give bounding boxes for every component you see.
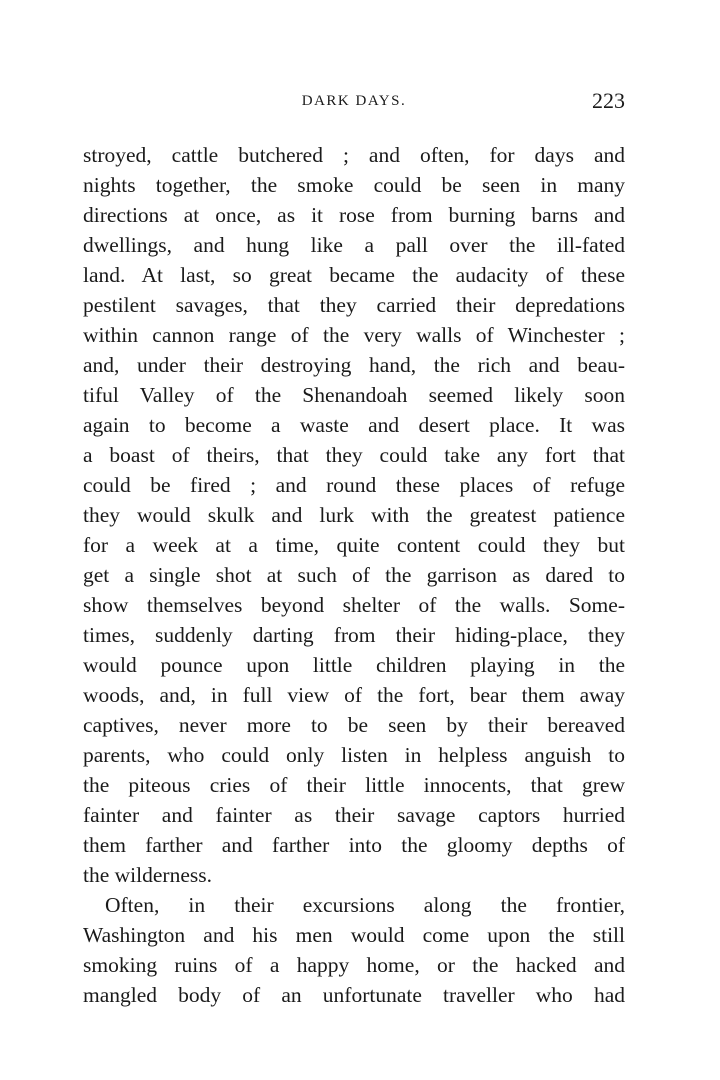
text-line: again to become a waste and desert place. It was — [83, 413, 625, 437]
text-line: for a week at a time, quite content could they but — [83, 533, 625, 557]
text-line: smoking ruins of a happy home, or the hacked and — [83, 953, 625, 977]
text-line: fainter and fainter as their savage captors hurried — [83, 803, 625, 827]
text-line: pestilent savages, that they carried their depredations — [83, 293, 625, 317]
text-line: nights together, the smoke could be seen in many — [83, 173, 625, 197]
text-line: land. At last, so great became the audacity of these — [83, 263, 625, 287]
text-line: parents, who could only listen in helpless anguish to — [83, 743, 625, 767]
text-line: could be fired ; and round these places of refuge — [83, 473, 625, 497]
text-line: a boast of theirs, that they could take any fort that — [83, 443, 625, 467]
running-head — [83, 90, 625, 116]
text-line: captives, never more to be seen by their bereaved — [83, 713, 625, 737]
text-line: within cannon range of the very walls of Winchester ; — [83, 323, 625, 347]
text-line: mangled body of an unfortunate traveller who had — [83, 983, 625, 1007]
text-line: stroyed, cattle butchered ; and often, for days and — [83, 143, 625, 167]
text-line: get a single shot at such of the garrison as dared to — [83, 563, 625, 587]
text-line: them farther and farther into the gloomy depths of — [83, 833, 625, 857]
text-line: Washington and his men would come upon the still — [83, 923, 625, 947]
text-line: and, under their destroying hand, the rich and beau- — [83, 353, 625, 377]
body-text — [83, 140, 625, 1010]
text-line: dwellings, and hung like a pall over the ill-fated — [83, 233, 625, 257]
text-line: times, suddenly darting from their hiding-place, they — [83, 623, 625, 647]
text-line: tiful Valley of the Shenandoah seemed likely soon — [83, 383, 625, 407]
text-line: directions at once, as it rose from burning barns and — [83, 203, 625, 227]
running-head-title: DARK DAYS. — [301, 93, 407, 109]
page-number: 223 — [592, 88, 625, 113]
text-line: would pounce upon little children playing in the — [83, 653, 625, 677]
text-line: Often, in their excursions along the frontier, — [105, 893, 625, 917]
text-line: the piteous cries of their little innocents, that grew — [83, 773, 625, 797]
text-line: woods, and, in full view of the fort, bear them away — [83, 683, 625, 707]
text-line: they would skulk and lurk with the greatest patience — [83, 503, 625, 527]
text-line: the wilderness. — [83, 863, 212, 887]
text-line: show themselves beyond shelter of the walls. Some- — [83, 593, 625, 617]
